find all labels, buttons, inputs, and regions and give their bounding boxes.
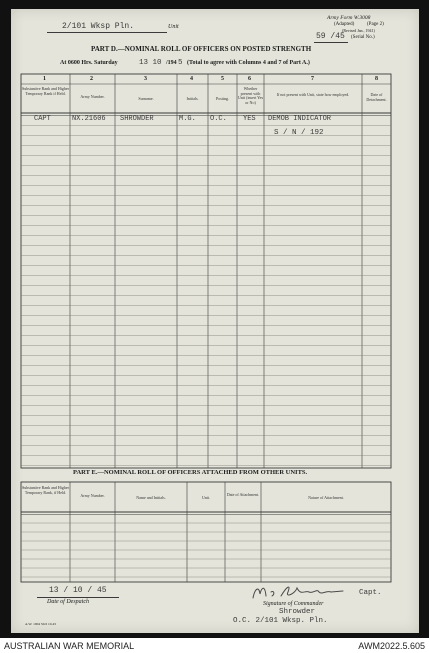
form-page: (Page 2)	[367, 22, 384, 27]
col-number-7: 7	[311, 76, 314, 82]
army-form-sheet	[11, 9, 419, 633]
e-col-header-attachment-date: Date of Attachment.	[226, 492, 260, 497]
signature-typed-rank: Capt.	[359, 589, 382, 597]
signature-script-text	[251, 585, 298, 594]
part-e-title: PART E.—NOMINAL ROLL OF OFFICERS ATTACHED FROM OTHER UNITS.	[73, 469, 308, 476]
row1-army-number: NX.21606	[72, 115, 106, 123]
col-number-4: 4	[190, 76, 193, 82]
col-number-6: 6	[248, 76, 251, 82]
part-d-date-year-typed: 5	[178, 59, 183, 67]
caption-right: AWM2022.5.605	[358, 641, 425, 651]
row1-posting: O.C.	[210, 115, 227, 123]
col-header-rank: Substantive Rank and Higher Temporary Rank if Held.	[22, 86, 69, 96]
part-d-date-suffix: (Total to agree with Columns 4 and 7 of Part A.)	[187, 60, 310, 66]
col-header-army-number: Army Number.	[80, 94, 105, 99]
archive-caption	[0, 640, 429, 653]
row2-employment: S / N / 192	[274, 129, 324, 137]
signature-label: Signature of Commander	[263, 601, 324, 607]
e-col-header-attachment-nature: Nature of Attachment.	[308, 495, 344, 500]
col-number-1: 1	[43, 76, 46, 82]
col-header-employment: If not present with Unit, state how employed.	[276, 92, 350, 97]
row1-present: YES	[243, 115, 256, 123]
despatch-label: Date of Despatch	[47, 599, 89, 605]
e-col-header-rank: Substantive Rank and Higher Temporary Rank, if Held.	[22, 485, 69, 495]
e-col-header-army-number: Army Number.	[80, 493, 105, 498]
signature-typed-unit: O.C. 2/101 Wksp. Pln.	[233, 617, 328, 625]
col-header-initials: Initials.	[186, 96, 199, 101]
col-number-8: 8	[375, 76, 378, 82]
col-header-detachment: Date of Detachment.	[366, 92, 387, 102]
part-e-grid	[11, 9, 419, 589]
form-revised: (Revised Jan., 1941)	[342, 28, 375, 33]
e-col-header-name: Name and Initials.	[136, 495, 166, 500]
form-adapted: (Adapted)	[334, 22, 355, 27]
col-number-2: 2	[90, 76, 93, 82]
form-name: Army Form W.3008	[327, 15, 371, 21]
signature-typed-name: Shrowder	[279, 608, 316, 616]
print-code: A.W. 1904 Sh'd 10-45	[25, 622, 57, 626]
col-number-5: 5	[221, 76, 224, 82]
part-d-date-year: /194	[166, 60, 177, 66]
despatch-underline	[37, 597, 119, 598]
row1-surname: SHROWDER	[120, 115, 154, 123]
part-d-date-typed: 13 10	[139, 59, 162, 67]
e-col-header-unit: Unit.	[201, 495, 211, 500]
col-header-present: Whether present with Unit (insert Yes or No)	[238, 86, 264, 105]
unit-typed: 2/101 Wksp Pln.	[62, 22, 135, 31]
col-number-3: 3	[144, 76, 147, 82]
row1-rank: CAPT	[34, 115, 51, 123]
unit-label: Unit	[168, 24, 179, 30]
caption-left: AUSTRALIAN WAR MEMORIAL	[4, 641, 135, 651]
row1-employment: DEMOB INDICATOR	[268, 115, 332, 123]
serial-typed: 59 /45	[316, 32, 345, 41]
row1-initials: M.G.	[179, 115, 196, 123]
serial-label: (Serial No.)	[351, 35, 375, 40]
part-d-date-prefix: At 0600 Hrs. Saturday	[60, 60, 118, 66]
despatch-date-typed: 13 / 10 / 45	[49, 586, 107, 595]
col-header-surname: Surname.	[138, 96, 154, 101]
col-header-posting: Posting.	[215, 96, 229, 101]
part-d-title: PART D.—NOMINAL ROLL OF OFFICERS ON POSTED STRENGTH	[91, 45, 312, 53]
